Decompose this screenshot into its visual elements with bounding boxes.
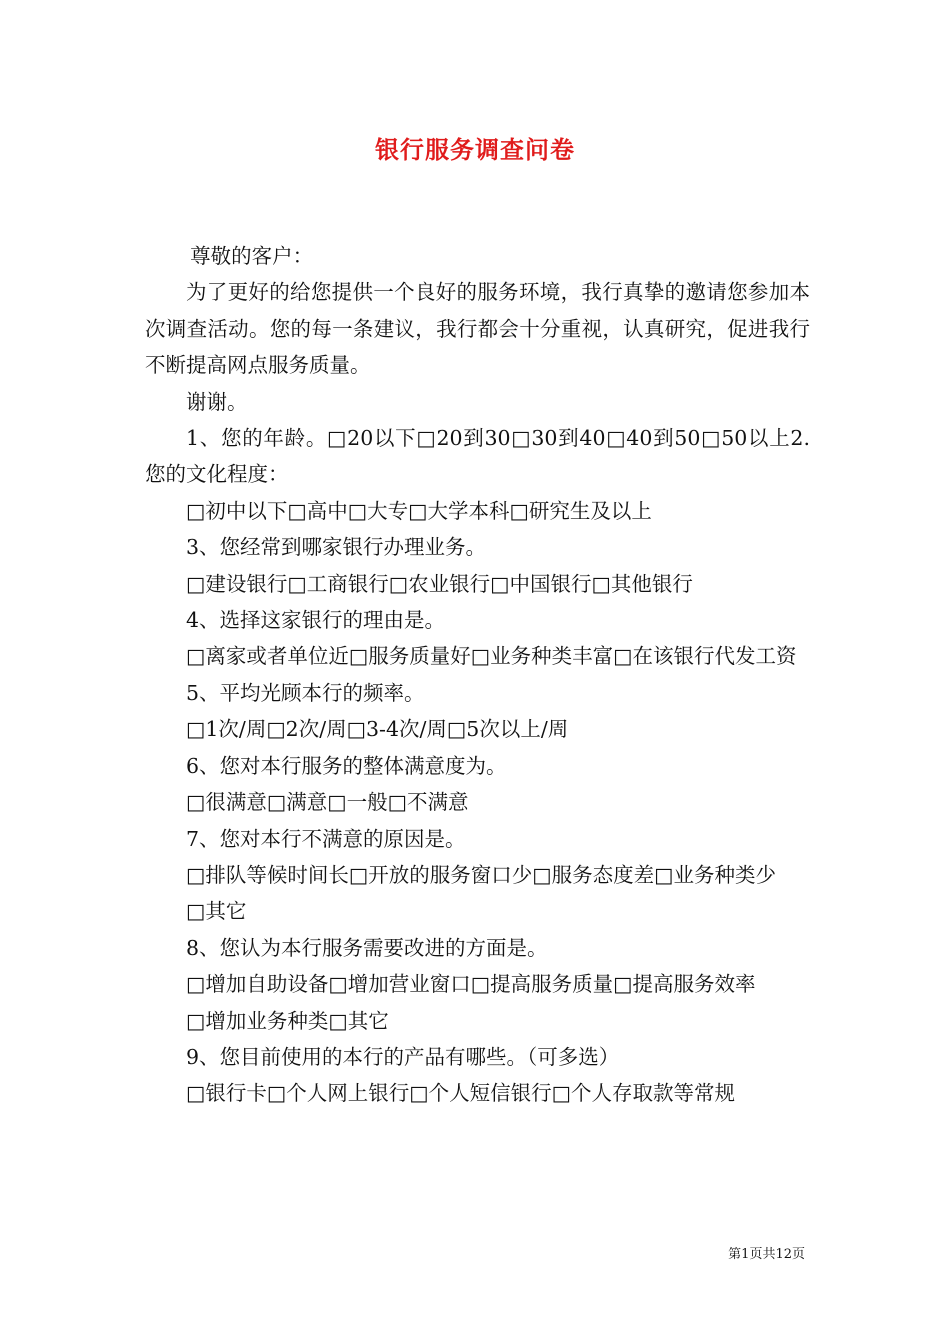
question-paragraph: □增加自助设备□增加营业窗口□提高服务质量□提高服务效率: [186, 972, 756, 997]
question-paragraph: □很满意□满意□一般□不满意: [186, 790, 469, 815]
question-paragraph: 8、您认为本行服务需要改进的方面是。: [186, 935, 548, 960]
document-body: [145, 238, 810, 1112]
page-footer: 第1页共12页: [728, 1247, 805, 1262]
question-paragraph: □建设银行□工商银行□农业银行□中国银行□其他银行: [186, 571, 693, 596]
question-paragraph: 5、平均光顾本行的频率。: [186, 680, 425, 705]
intro-paragraph: 为了更好的给您提供一个良好的服务环境，我行真挚的邀请您参加本次调查活动。您的每一条建议，我行都会十分重视，认真研究，促进我行不断提高网点服务质量。: [145, 280, 810, 378]
question-paragraph: 6、您对本行服务的整体满意度为。: [186, 753, 507, 778]
question-paragraph: 9、您目前使用的本行的产品有哪些。（可多选）: [186, 1044, 620, 1069]
question-paragraph: 1、您的年龄。□20以下□20到30□30到40□40到50□50以上2.您的文化程度：: [145, 426, 810, 487]
question-paragraph: □其它: [186, 899, 247, 924]
question-paragraph: □1次/周□2次/周□3-4次/周□5次以上/周: [186, 717, 569, 742]
greeting: 尊敬的客户：: [190, 244, 314, 268]
question-paragraph: □排队等候时间长□开放的服务窗口少□服务态度差□业务种类少: [186, 862, 776, 887]
question-paragraph: □增加业务种类□其它: [186, 1008, 389, 1033]
question-paragraph: □初中以下□高中□大专□大学本科□研究生及以上: [186, 498, 652, 523]
question-paragraph: 3、您经常到哪家银行办理业务。: [186, 535, 487, 560]
question-paragraph: 4、选择这家银行的理由是。: [186, 608, 446, 633]
question-paragraph: 7、您对本行不满意的原因是。: [186, 826, 466, 851]
question-paragraph: □离家或者单位近□服务质量好□业务种类丰富□在该银行代发工资: [186, 644, 797, 669]
question-paragraph: □银行卡□个人网上银行□个人短信银行□个人存取款等常规: [186, 1081, 735, 1106]
document-title: 银行服务调查问卷: [375, 135, 575, 164]
thanks-paragraph: 谢谢。: [186, 389, 248, 414]
